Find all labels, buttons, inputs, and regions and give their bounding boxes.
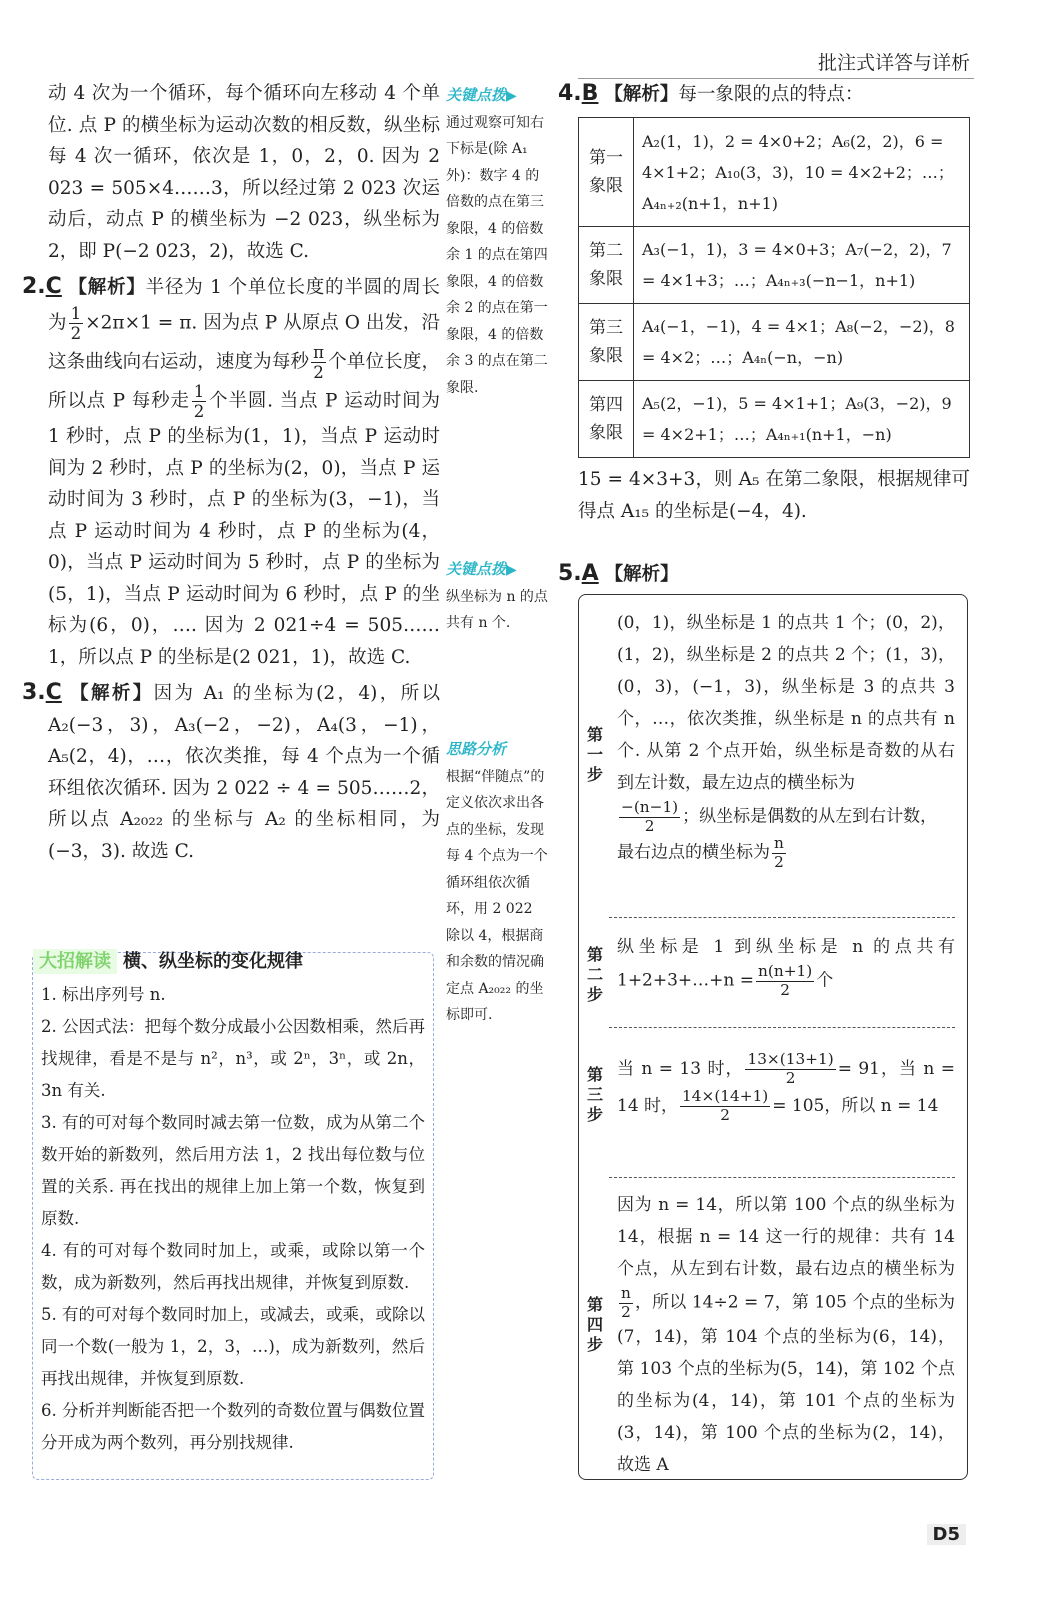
quadrant-name: 第四象限 (579, 381, 634, 458)
quadrant-content: A₂(1，1)，2 = 4×0+2；A₆(2，2)，6 = 4×1+2；A₁₀(3，3)，10 = 4×2+2；…；A₄ₙ₊₂(n+1，n+1) (634, 118, 970, 227)
step-divider (609, 1027, 955, 1028)
q1-continued-text: 动 4 次为一个循环，每个循环向左移动 4 个单位. 点 P 的横坐标为运动次数的相反数，纵坐标每 4 次一循环，依次是 1，0，2，0. 因为 2 023 = 505×4……3，所以经过第 2 023 次运动后，动点 P 的横坐标为 −2 023，纵坐标为 2，即 P(−2 023，2)，故选 C. (48, 83, 440, 262)
side-note-2 (446, 556, 550, 637)
side-note-3-text: 根据“伴随点”的定义依次求出各点的坐标，发现每 4 个点为一个循环组依次循环，用 2 022 除以 4，根据商和余数的情况确定点 A₂₀₂₂ 的坐标即可. (446, 768, 548, 1023)
step-2-label: 第二步 (586, 945, 603, 1004)
q5-answer: A (581, 561, 599, 586)
q4-head (558, 78, 970, 111)
tips-header (33, 947, 303, 973)
q2-analysis-tag: 【解析】 (68, 277, 146, 298)
tips-item: 2. 公因式法：把每个数分成最小公因数相乘，然后再找规律，看是不是与 n²，n³，或 2ⁿ，3ⁿ，或 2n，3n 有关. (41, 1017, 425, 1100)
tips-list (41, 979, 425, 1459)
q4-intro: 每一象限的点的特点： (678, 84, 864, 105)
q5-analysis-tag: 【解析】 (604, 564, 679, 585)
tips-box (32, 952, 434, 1480)
step-4-body: 因为 n = 14，所以第 100 个点的纵坐标为 14，根据 n = 14 这一行的规律：共有 14 个点，从左到右计数，最右边点的横坐标为 $\frac{n}{2}$ ，所以 14÷2 = 7，第 105 个点的坐标为(7，14)，第 104 个点的坐标为(6，14)，第 103 个点的坐标为(5，14)，第 102 个点的坐标为(4，14)，第 101 个点的坐标为(3，14)，第 100 个点的坐标为(2，14)，故选 A (617, 1195, 955, 1476)
tips-item: 6. 分析并判断能否把一个数列的奇数位置与偶数位置分开成为两个数列，再分别找规律. (41, 1401, 425, 1452)
tips-item: 4. 有的可对每个数同时加上，或乘，或除以第一个数，成为新数列，然后再找出规律，并恢复到原数. (41, 1241, 425, 1292)
tips-title: 横、纵坐标的变化规律 (123, 951, 303, 972)
side-note-2-label: 关键点拨 (446, 560, 507, 578)
tips-badge: 大招解读 (33, 949, 117, 974)
step-1-fraction-2: $\frac{n}{2}$ (774, 834, 784, 871)
step-2-body: 纵坐标是 1 到纵坐标是 n 的点共有 1+2+3+…+n = $\frac{n(n+1)}{2}$ 个 (617, 937, 955, 999)
q2-fraction-3: $\frac{1}{2}$ (193, 382, 205, 422)
side-note-3-label: 思路分析 (446, 740, 507, 758)
q4-number: 4.B (558, 81, 599, 106)
step-1-body: (0，1)，纵坐标是 1 的点共 1 个；(0，2)，(1，2)，纵坐标是 2 的点共 2 个；(1，3)，(0，3)，(−1，3)，纵坐标是 3 的点共 3 个，…，依次类推，纵坐标是 n 的点共有 n 个. 从第 2 个点开始，纵坐标是奇数的从右到左计数，最左边点的横坐标为 $\frac{-(n-1)}{2}$ ；纵坐标是偶数的从左到右计数， 最右边点的横坐标为 $\frac{n}{2}$ (617, 613, 955, 871)
step-2-fraction: $\frac{n(n+1)}{2}$ (758, 962, 813, 999)
q2-text-b: ×2π×1 = π. 因为点 P 从原点 O 出发，沿这条曲线向右运动，速度为每秒 (48, 312, 440, 373)
q2-answer: C (45, 274, 62, 299)
table-row (579, 304, 970, 381)
table-row (579, 118, 970, 227)
left-column (22, 78, 440, 867)
step-4-label: 第四步 (586, 1295, 603, 1354)
step-3-label: 第三步 (586, 1065, 603, 1124)
side-note-1 (446, 82, 550, 401)
step-divider (609, 1177, 955, 1178)
side-note-3 (446, 736, 550, 1029)
q2-fraction-1: $\frac{1}{2}$ (70, 303, 82, 343)
quadrant-content: A₄(−1，−1)，4 = 4×1；A₈(−2，−2)，8 = 4×2；…；A₄ₙ(−n，−n) (634, 304, 970, 381)
q2-text-a: 半径为 1 个单位长度的半圆的周长为 (48, 277, 440, 334)
quadrant-name: 第一象限 (579, 118, 634, 227)
question-4 (558, 78, 970, 528)
quadrant-content: A₃(−1，1)，3 = 4×0+3；A₇(−2，2)，7 = 4×1+3；…；A₄ₙ₊₃(−n−1，n+1) (634, 227, 970, 304)
q4-conclusion: 15 = 4×3+3，则 A₅ 在第二象限，根据规律可得点 A₁₅ 的坐标是(−4，4). (578, 469, 970, 522)
q2-text-c: 个单位长度，所以点 P 每秒走 (48, 351, 440, 412)
quadrant-content: A₅(2，−1)，5 = 4×1+1；A₉(3，−2)，9 = 4×2+1；…；A₄ₙ₊₁(n+1，−n) (634, 381, 970, 458)
q3-answer: C (45, 680, 62, 706)
step-3-body: 当 n = 13 时， $\frac{13\times(13+1)}{2}$ = 91，当 n = 14 时， $\frac{14\times(14+1)}{2}$ = 105，所以 n = 14 (617, 1050, 955, 1124)
arrow-right-icon: ▶ (506, 88, 517, 104)
arrow-right-icon: ▶ (506, 562, 517, 578)
step-1-fraction: $\frac{-(n-1)}{2}$ (621, 798, 679, 835)
step-1-label: 第一步 (586, 725, 603, 784)
page-number: D5 (927, 1524, 966, 1545)
q3-analysis-tag: 【解析】 (70, 683, 154, 705)
step-3-fraction-1: $\frac{13\times(13+1)}{2}$ (747, 1050, 834, 1087)
q3-text: 因为 A₁ 的坐标为(2，4)，所以 A₂(−3，3)，A₃(−2，−2)，A₄(3，−1)，A₅(2，4)，…，依次类推，每 4 个点为一个循环组依次循环. 因为 2 022 ÷ 4 = 505……2，所以点 A₂₀₂₂ 的坐标与 A₂ 的坐标相同，为(−3，3). 故选 C. (48, 683, 440, 862)
quadrant-name: 第三象限 (579, 304, 634, 381)
page-header-title: 批注式详答与详析 (817, 52, 970, 74)
table-row (579, 227, 970, 304)
table-row (579, 381, 970, 458)
question-3 (22, 677, 440, 867)
q4-answer: B (581, 81, 599, 106)
q2-text-d: 个半圆. 当点 P 运动时间为 1 秒时，点 P 的坐标为(1，1)，当点 P 运动时间为 2 秒时，点 P 的坐标为(2，0)，当点 P 运动时间为 3 秒时，点 P 的坐标为(3，−1)，当点 P 运动时间为 4 秒时，点 P 的坐标为(4，0)，当点 P 运动时间为 5 秒时，点 P 的坐标为(5，1)，当点 P 运动时间为 6 秒时，点 P 的坐标为(6，0)，…. 因为 2 021÷4 = 505……1，所以点 P 的坐标是(2 021，1)，故选 C. (48, 390, 440, 668)
q3-number: 3.C (22, 680, 62, 706)
q4-analysis-tag: 【解析】 (604, 84, 679, 105)
quadrant-table (578, 117, 970, 458)
tips-item: 3. 有的可对每个数同时减去第一位数，成为从第二个数开始的新数列，然后用方法 1，2 找出每位数与位置的关系. 再在找出的规律上加上第一个数，恢复到原数. (41, 1113, 425, 1228)
q2-number: 2.C (22, 274, 62, 299)
side-note-1-label: 关键点拨 (446, 86, 507, 104)
q5-steps-box (578, 594, 968, 1480)
side-note-1-text: 通过观察可知右下标是(除 A₁ 外)：数字 4 的倍数的点在第三象限，4 的倍数余 1 的点在第四象限，4 的倍数余 2 的点在第一象限，4 的倍数余 3 的点在第二象限. (446, 114, 548, 396)
tips-item: 1. 标出序列号 n. (41, 985, 166, 1004)
q5-head (558, 560, 679, 586)
step-4-fraction: $\frac{n}{2}$ (621, 1284, 631, 1321)
question-2 (22, 271, 440, 673)
side-note-2-text: 纵坐标为 n 的点共有 n 个. (446, 588, 548, 631)
quadrant-name: 第二象限 (579, 227, 634, 304)
step-3-fraction-2: $\frac{14\times(14+1)}{2}$ (682, 1087, 769, 1124)
step-divider (609, 917, 955, 918)
q5-number: 5.A (558, 561, 599, 586)
q2-fraction-2: $\frac{\pi}{2}$ (313, 342, 325, 382)
tips-item: 5. 有的可对每个数同时加上，或减去，或乘，或除以同一个数(一般为 1，2，3，…)，成为新数列，然后再找出规律，并恢复到原数. (41, 1305, 425, 1388)
